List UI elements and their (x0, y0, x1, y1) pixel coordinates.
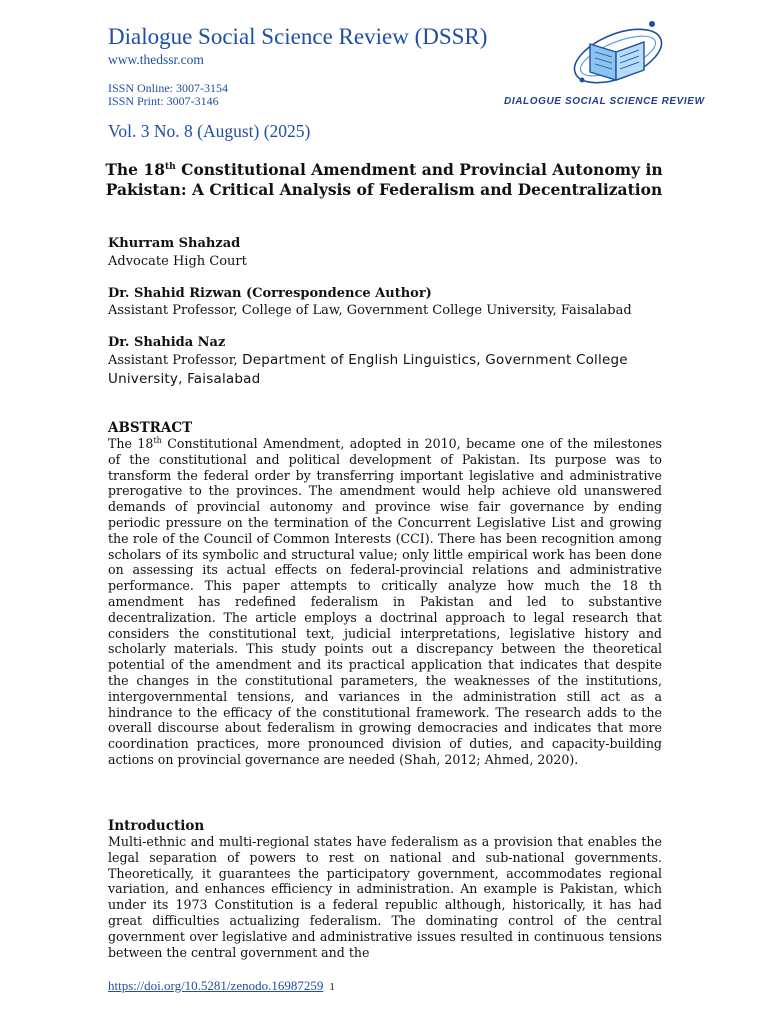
page-number: 1 (329, 981, 335, 993)
author-affiliation-2: Assistant Professor, College of Law, Government College University, Faisalabad (108, 303, 632, 318)
author-name-1: Khurram Shahzad (108, 236, 241, 251)
author-affiliation-3: Assistant Professor, Department of English Linguistics, Government College University, Faisalabad (108, 352, 628, 387)
introduction-text: Multi-ethnic and multi-regional states have federalism as a provision that enables the legal separation of powers to rest on national and sub-national governments. Theoretically, it guarantees the participatory government, accommodates regional variation, and enhances efficiency in administration. An example is Pakistan, which under its 1973 Constitution is a federal republic although, historically, it has had great difficulties actualizing federalism. The dominating control of the central government over legislative and administrative issues resulted in continuous tensions between the central government and the (108, 834, 662, 960)
issn-online: ISSN Online: 3007-3154 (108, 81, 228, 95)
page-footer (108, 978, 335, 994)
author-name-3: Dr. Shahida Naz (108, 335, 226, 350)
journal-title: Dialogue Social Science Review (DSSR) (108, 24, 488, 49)
author-affiliation-1: Advocate High Court (108, 254, 247, 269)
doi-link[interactable]: https://doi.org/10.5281/zenodo.16987259 (108, 978, 324, 993)
introduction-heading: Introduction (108, 818, 205, 834)
abstract-text: The 18th Constitutional Amendment, adopted in 2010, became one of the milestones of the constitutional and political development of Pakistan. Its purpose was to transform the federal order by transferring important legislative and administrative prerogative to the provinces. The amendment would help achieve old unanswered demands of provincial autonomy and province wise fair governance by ending periodic pressure on the termination of the Concurrent Legislative List and growing the role of the Council of Common Interests (CCI). There has been recognition among scholars of its symbolic and structural value; only little empirical work has been done on assessing its actual effects on federal-provincial relations and administrative performance. This paper attempts to critically analyze how much the 18 th amendment has redefined federalism in Pakistan and led to substantive decentralization. The article employs a doctrinal approach to legal research that considers the constitutional text, judicial interpretations, legislative history and scholarly materials. This study points out a discrepancy between the theoretical potential of the amendment and its practical application that indicates that despite the changes in the constitutional parameters, the weaknesses of the institutions, intergovernmental tensions, and variances in the administration still act as a hindrance to the efficacy of the constitutional framework. The research adds to the overall discourse about federalism in growing democracies and indicates that more coordination practices, more pronounced division of duties, and capacity-building actions on provincial governance are needed (Shah, 2012; Ahmed, 2020). (108, 435, 663, 767)
paper-title: The 18th Constitutional Amendment and Provincial Autonomy in Pakistan: A Critical Analysis of Federalism and Decentralization (105, 160, 663, 200)
journal-url-link[interactable]: www.thedssr.com (108, 52, 204, 67)
logo-caption: DIALOGUE SOCIAL SCIENCE REVIEW (504, 96, 705, 107)
author-name-2: Dr. Shahid Rizwan (Correspondence Author) (108, 286, 432, 301)
volume-issue: Vol. 3 No. 8 (August) (2025) (108, 121, 311, 141)
abstract-heading: ABSTRACT (108, 420, 193, 436)
open-book-globe-icon (568, 14, 668, 94)
issn-print: ISSN Print: 3007-3146 (108, 94, 219, 108)
